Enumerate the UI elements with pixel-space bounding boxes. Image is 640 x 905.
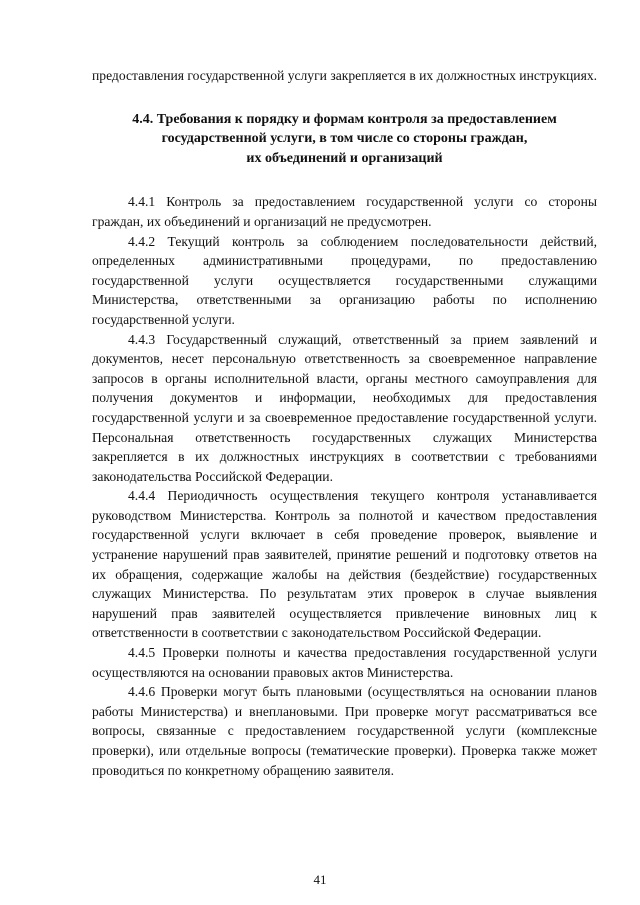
- section-heading-line: их объединений и организаций: [246, 150, 443, 166]
- paragraph-4-4-2: 4.4.2 Текущий контроль за соблюдением последовательности действий, определенных административными процедурами, по предоставлению государственной услуги осуществляется государственными служащими Министерства, ответственными за организацию работы по исполнению государственной услуги.: [92, 233, 597, 327]
- document-page: [92, 66, 597, 780]
- paragraph-4-4-1: 4.4.1 Контроль за предоставлением государственной услуги со стороны граждан, их объединений и организаций не предусмотрен.: [92, 194, 597, 229]
- paragraph-4-4-6: 4.4.6 Проверки могут быть плановыми (осуществляться на основании планов работы Министерства) и внеплановыми. При проверке могут рассматриваться все вопросы, связанные с предоставлением государственной услуги (комплексные проверки), или отдельные вопросы (тематические проверки). Проверка также может проводиться по конкретному обращению заявителя.: [92, 684, 597, 778]
- paragraph-4-4-3: 4.4.3 Государственный служащий, ответственный за прием заявлений и документов, несет персональную ответственность за своевременное направление запросов в органы исполнительной власти, органы местного самоуправления для получения документов и информации, необходимых для предоставления государственной услуги и за своевременное предоставление государственной услуги. Персональная ответственность государственных служащих Министерства закрепляется в их должностных инструкциях в соответствии с требованиями законодательства Российской Федерации.: [92, 331, 597, 484]
- section-heading-line: 4.4. Требования к порядку и формам контроля за предоставлением: [132, 111, 557, 127]
- paragraph-4-4-4: 4.4.4 Периодичность осуществления текущего контроля устанавливается руководством Министерства. Контроль за полнотой и качеством предоставления государственной услуги включает в себя проведение проверок, выявление и устранение нарушений прав заявителей, принятие решений и подготовку ответов на их обращения, содержащие жалобы на действия (бездействие) государственных служащих Министерства. По результатам этих проверок в случае выявления нарушений прав заявителей осуществляется привлечение виновных лиц к ответственности в соответствии с законодательством Российской Федерации.: [92, 488, 597, 641]
- page-number: 41: [313, 872, 327, 887]
- section-heading-line: государственной услуги, в том числе со стороны граждан,: [161, 131, 528, 147]
- paragraph-4-4-5: 4.4.5 Проверки полноты и качества предоставления государственной услуги осуществляются на основании правовых актов Министерства.: [92, 645, 597, 680]
- lead-text: предоставления государственной услуги закрепляется в их должностных инструкциях.: [92, 68, 598, 83]
- section-heading: [92, 110, 597, 169]
